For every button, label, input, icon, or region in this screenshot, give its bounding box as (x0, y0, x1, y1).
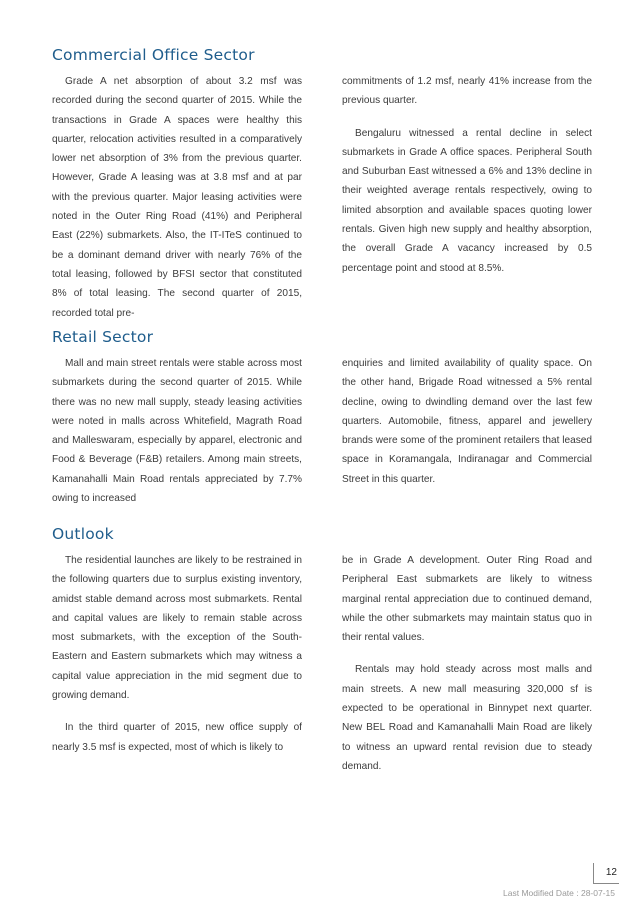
section-heading: Commercial Office Sector (52, 46, 255, 64)
paragraph: The residential launches are likely to be restrained in the following quarters due to surplus existing inventory, amidst stable demand across most submarkets. Rental and capital values are likely to remain stable across most submarkets, with the exception of the South-Eastern and Eastern submarkets which may witness a capital value appreciation in the mid segment due to growing demand. (52, 555, 302, 702)
right-column (342, 551, 592, 789)
paragraph: Rentals may hold steady across most malls and main streets. A new mall measuring 320,000 sf is expected to be operational in Binnypet next quarter. New BEL Road and Kamanahalli Main Road are likely to witness an upward rental revision due to steady demand. (342, 664, 592, 772)
paragraph: Bengaluru witnessed a rental decline in select submarkets in Grade A office spaces. Peripheral South and Suburban East witnessed a 6% and 13% decline in their weighted average rentals respectively, owing to limited absorption and available spaces quoting lower rentals. Given high new supply and healthy absorption, the overall Grade A vacancy increased by 0.5 percentage point and stood at 8.5%. (342, 127, 592, 274)
two-column-text (52, 551, 592, 789)
section-heading: Retail Sector (52, 328, 154, 346)
two-column-text (52, 354, 592, 521)
right-column (342, 72, 592, 336)
right-column (342, 354, 592, 521)
left-column (52, 354, 302, 521)
commercial-office-section (52, 46, 592, 336)
paragraph: commitments of 1.2 msf, nearly 41% increase from the previous quarter. (342, 76, 592, 107)
page-number-box (593, 863, 619, 884)
section-heading: Outlook (52, 525, 114, 543)
left-column (52, 72, 302, 336)
paragraph: be in Grade A development. Outer Ring Road and Peripheral East submarkets are likely to witness marginal rental appreciation due to continued demand, while the other submarkets may maintain status quo in their rental values. (342, 555, 592, 644)
paragraph: Mall and main street rentals were stable across most submarkets during the second quarter of 2015. While there was no new mall supply, steady leasing activities were noted in malls across Whitefield, Magrath Road and Malleswaram, especially by apparel, electronic and Food & Beverage (F&B) retailers. Among main streets, Kamanahalli Main Road rentals appreciated by 7.7% owing to increased (52, 358, 302, 505)
paragraph: In the third quarter of 2015, new office supply of nearly 3.5 msf is expected, most of which is likely to (52, 722, 302, 753)
paragraph: enquiries and limited availability of quality space. On the other hand, Brigade Road witnessed a 5% rental decline, owing to dwindling demand over the last few quarters. Automobile, fitness, apparel and jewellery brands were some of the prominent retailers that leased space in Koramangala, Indiranagar and Commercial Street in this quarter. (342, 358, 592, 485)
page-number: 12 (605, 867, 617, 878)
last-modified-date: Last Modified Date : 28-07-15 (503, 888, 615, 898)
outlook-section (52, 525, 592, 789)
two-column-text (52, 72, 592, 336)
retail-section (52, 328, 592, 521)
paragraph: Grade A net absorption of about 3.2 msf was recorded during the second quarter of 2015. While the transactions in Grade A spaces were healthy this quarter, relocation activities resulted in a comparatively lower net absorption of 3% from the previous quarter. However, Grade A leasing was at 3.8 msf and at par with the previous quarter. Major leasing activities were noted in the Outer Ring Road (41%) and Peripheral East (22%) submarkets. Also, the IT-ITeS continued to be a dominant demand driver with nearly 76% of the total leasing, followed by BFSI sector that constituted 8% of total leasing. The second quarter of 2015, recorded total pre- (52, 76, 302, 319)
left-column (52, 551, 302, 789)
